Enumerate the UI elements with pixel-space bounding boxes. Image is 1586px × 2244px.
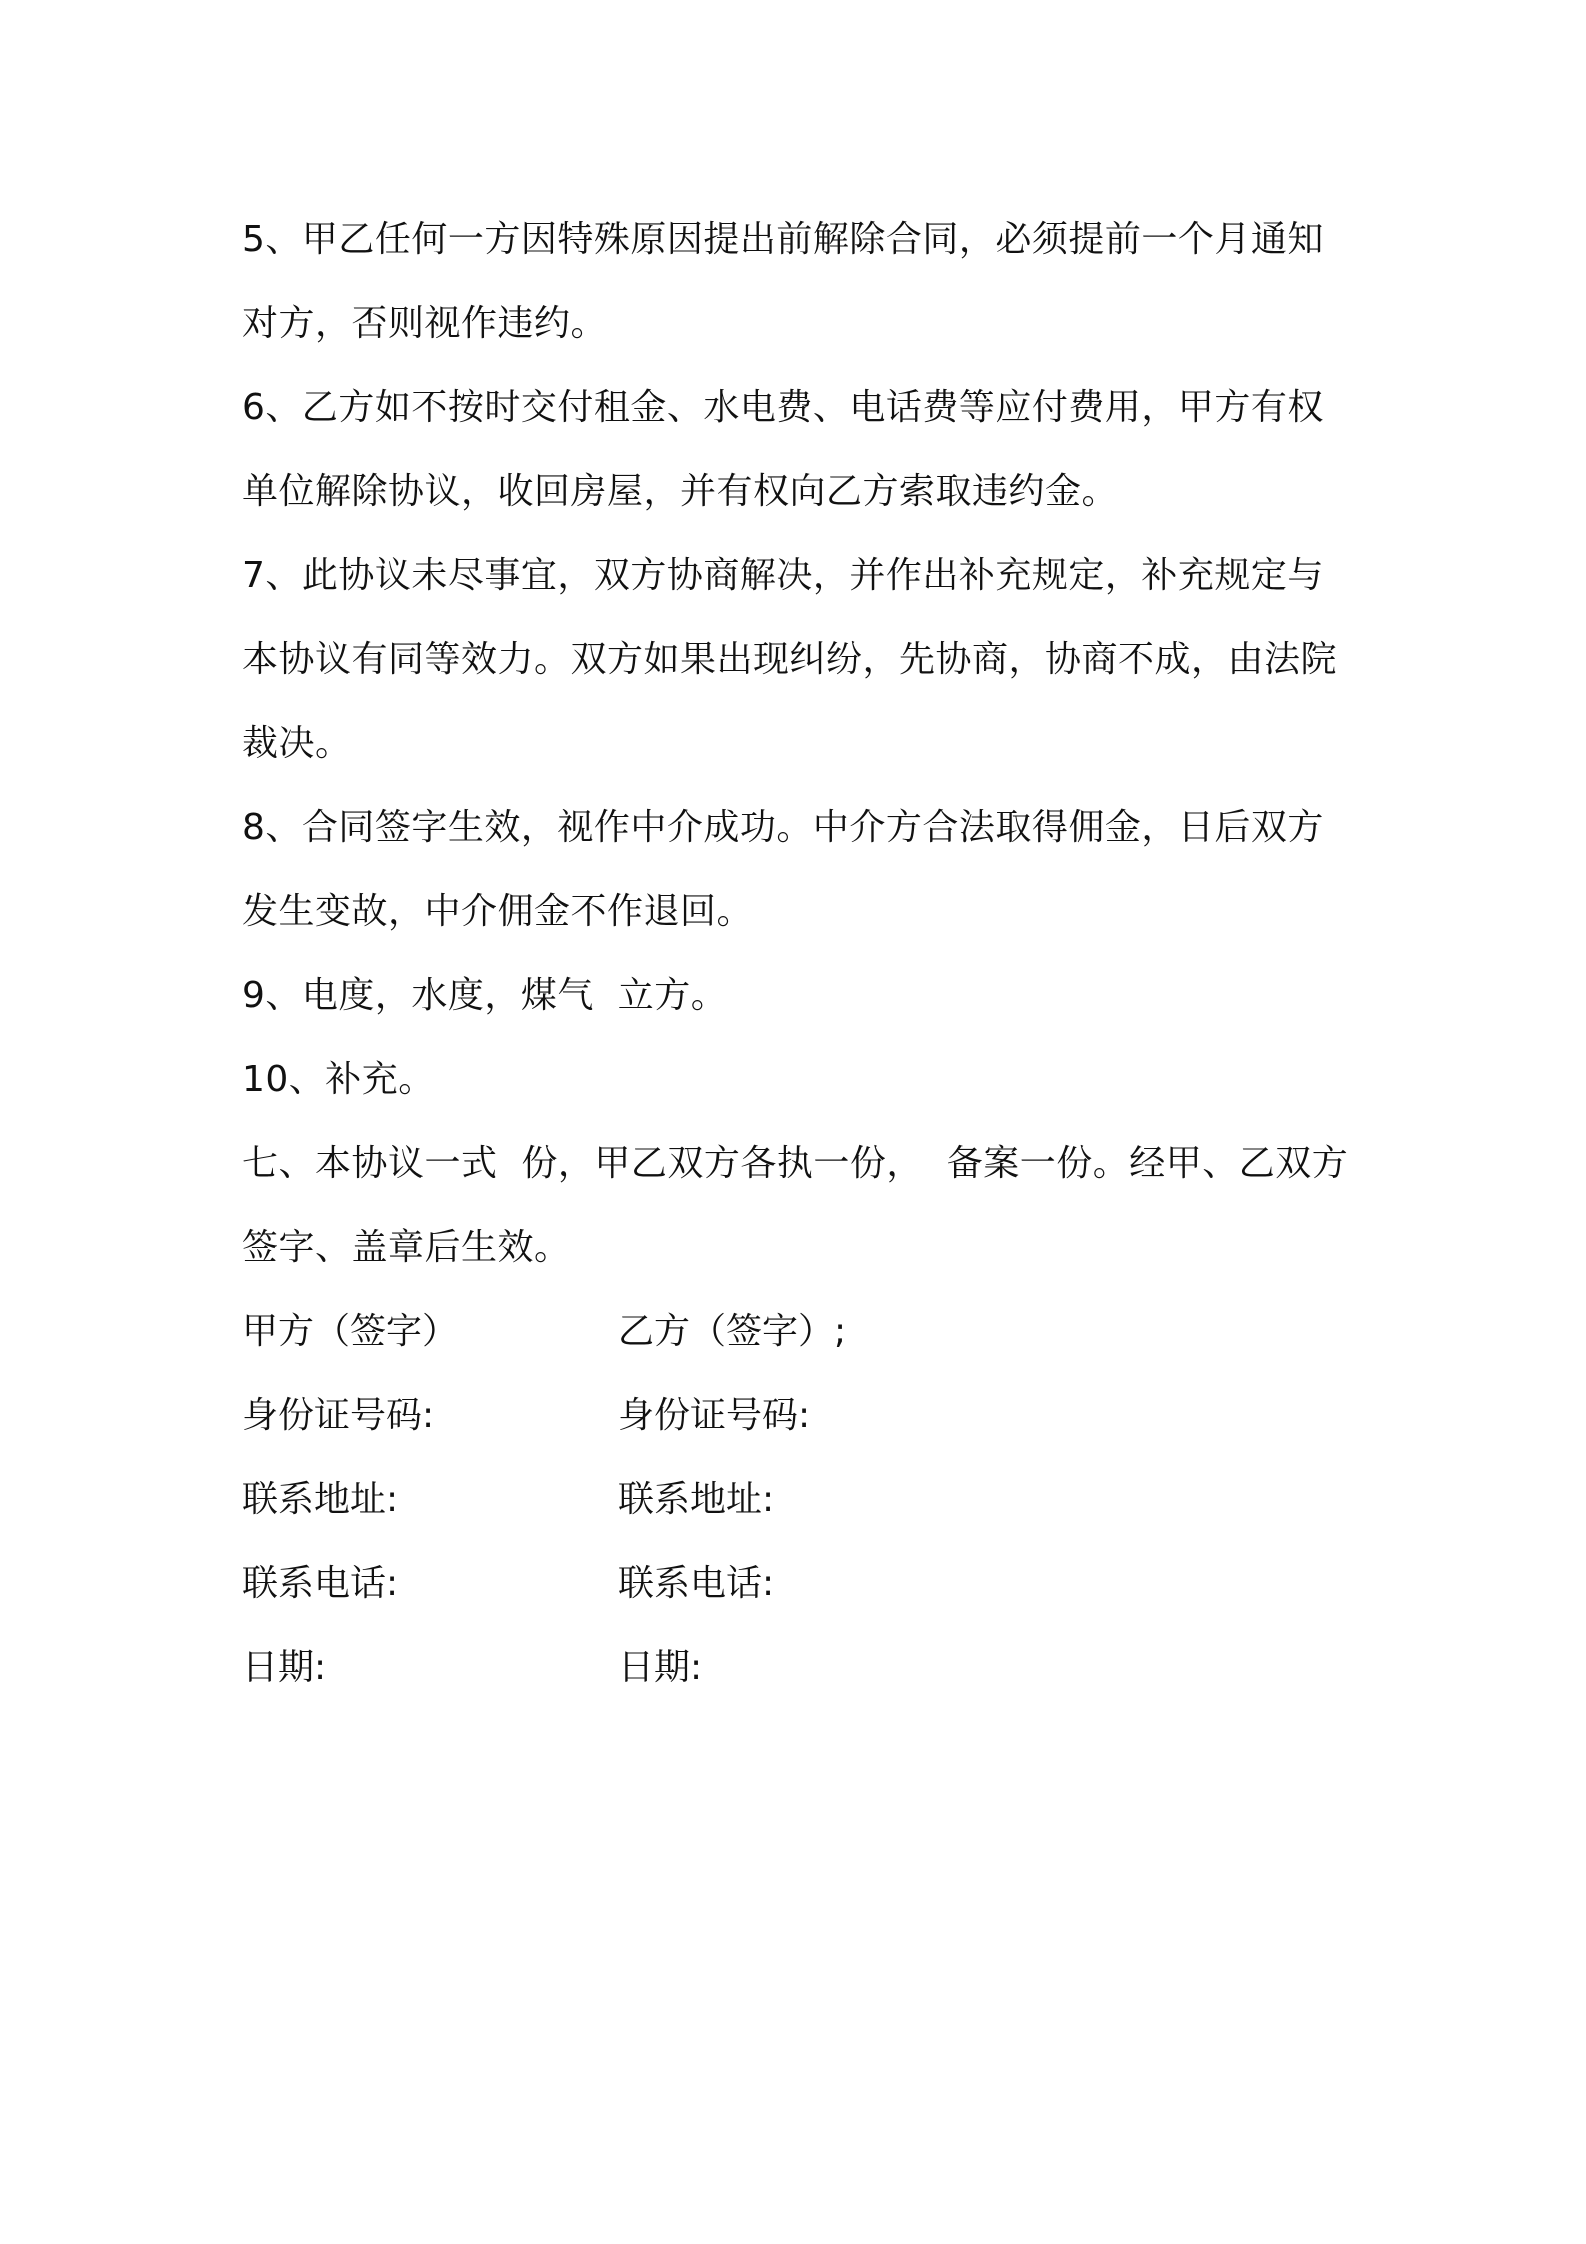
party-b-id-label: 身份证号码: [618, 1395, 811, 1436]
clause-line: 6、乙方如不按时交付租金、水电费、电话费等应付费用，甲方有权 [242, 387, 1324, 428]
clause-seven [242, 1122, 1362, 1290]
clause-line: 8、合同签字生效，视作中介成功。中介方合法取得佣金，日后双方 [242, 807, 1324, 848]
party-a-signature-label: 甲方（签字） [242, 1311, 459, 1352]
clause-line: 对方，否则视作违约。 [242, 303, 608, 344]
party-b-date-label: 日期: [618, 1647, 703, 1688]
clause-line: 签字、盖章后生效。 [242, 1227, 571, 1268]
party-b-signature-label: 乙方（签字）; [618, 1311, 847, 1352]
document-body [242, 198, 1362, 1710]
clause-8 [242, 786, 1362, 954]
party-a-date-label: 日期: [242, 1647, 327, 1688]
signature-row-phone [242, 1542, 1362, 1626]
party-a-address-label: 联系地址: [242, 1479, 399, 1520]
clause-line: 9、电度，水度，煤气 立方。 [242, 975, 728, 1016]
party-a-phone-label: 联系电话: [242, 1563, 399, 1604]
clause-line: 发生变故，中介佣金不作退回。 [242, 891, 754, 932]
signature-block [242, 1290, 1362, 1710]
clause-5 [242, 198, 1362, 366]
clause-line: 单位解除协议，收回房屋，并有权向乙方索取违约金。 [242, 471, 1119, 512]
clause-line: 10、补充。 [242, 1059, 435, 1100]
clause-line: 5、甲乙任何一方因特殊原因提出前解除合同，必须提前一个月通知 [242, 219, 1324, 260]
clause-9 [242, 954, 1362, 1038]
clause-line: 本协议有同等效力。双方如果出现纠纷，先协商，协商不成，由法院 [242, 639, 1338, 680]
party-b-address-label: 联系地址: [618, 1479, 775, 1520]
clause-6 [242, 366, 1362, 534]
signature-row-signer [242, 1290, 1362, 1374]
clause-line: 7、此协议未尽事宜，双方协商解决，并作出补充规定，补充规定与 [242, 555, 1324, 596]
clause-7 [242, 534, 1362, 786]
signature-row-id [242, 1374, 1362, 1458]
party-a-id-label: 身份证号码: [242, 1395, 435, 1436]
signature-row-date [242, 1626, 1362, 1710]
clause-10 [242, 1038, 1362, 1122]
signature-row-address [242, 1458, 1362, 1542]
clause-line: 七、本协议一式 份，甲乙双方各执一份， 备案一份。经甲、乙双方 [242, 1143, 1349, 1184]
party-b-phone-label: 联系电话: [618, 1563, 775, 1604]
clause-line: 裁决。 [242, 723, 352, 764]
